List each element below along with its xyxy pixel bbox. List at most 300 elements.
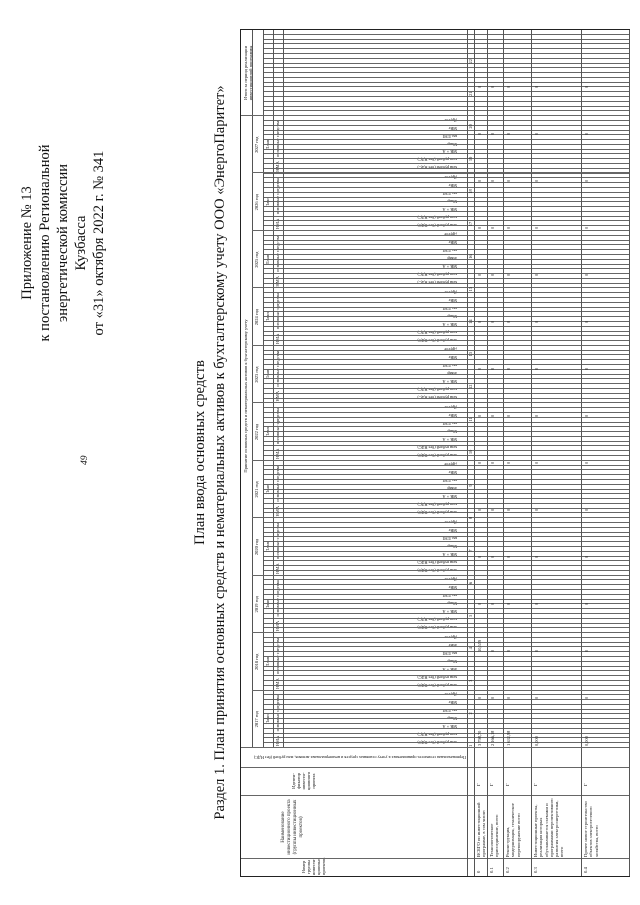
sub-column-header: Мвар [447, 601, 457, 607]
grid-line [263, 149, 629, 150]
grid-line [263, 82, 629, 83]
grid-line [263, 479, 629, 480]
column-number: 22 [468, 59, 473, 64]
table-cell: 0 [584, 602, 589, 605]
os-label: основные средства [275, 407, 280, 445]
table-cell: 0 [584, 461, 589, 464]
grid-line [263, 527, 629, 528]
sub-column-header: МВт [448, 297, 457, 303]
year-label: 2026 год [254, 194, 259, 211]
year-label: 2022 год [254, 423, 259, 441]
grid-line [263, 646, 629, 650]
sub-column-header: МВт [448, 700, 457, 706]
table-cell: 0 [506, 367, 511, 370]
grid-line [263, 670, 629, 671]
sub-column-header: км ЛЭП [442, 363, 457, 369]
grid-line [263, 589, 629, 590]
row-identifier: Г [583, 783, 588, 786]
table-cell: 0 [584, 320, 589, 323]
sub-column-header: млн рублей (без НДС) [417, 567, 457, 573]
year-plan-label: План [265, 369, 270, 380]
sub-column-header: км ЛЭП [442, 478, 457, 484]
col-header-name: Наименование инвестиционного проекта (группы инвестиционных проектов) [281, 799, 304, 855]
os-label: основные средства [275, 350, 280, 387]
grid-line [263, 556, 629, 557]
table-cell: 0 [584, 414, 589, 417]
grid-line [263, 192, 629, 193]
row-number: 0.3 [533, 867, 538, 873]
column-number: 20 [468, 124, 473, 129]
grid-line [263, 278, 629, 279]
table-cell: 0 [506, 273, 511, 276]
year-label: 2020 год [254, 538, 259, 556]
grid-line [263, 355, 629, 356]
grid-line [263, 43, 629, 44]
grid-line [252, 690, 629, 691]
table-cell: 1 632,98 [506, 730, 511, 746]
grid-line [263, 48, 629, 49]
grid-line [263, 388, 629, 389]
row-name: ВСЕГО по инвестиционной программе, в том числе: [476, 802, 487, 857]
grid-line [273, 30, 274, 748]
grid-line [252, 30, 253, 748]
sub-column-header: МВт [448, 125, 457, 131]
os-label: основные средства [275, 522, 280, 560]
grid-line [263, 469, 629, 470]
nma-label: НМА [275, 620, 280, 632]
sub-column-header: МВ×А [442, 206, 457, 212]
grid-line [263, 321, 629, 322]
sub-column-header: Мвар [447, 486, 457, 492]
table-cell: 0 [477, 555, 482, 558]
grid-line [263, 39, 629, 40]
os-label: основные средства [275, 695, 280, 732]
grid-line [263, 508, 629, 509]
grid-line [263, 153, 629, 154]
sub-column-header: млн рублей (без НДС) [417, 444, 457, 450]
header-line: к постановлению Региональной [37, 144, 53, 342]
table-cell: 0 [506, 320, 511, 323]
sub-column-header: млн рублей (без НДС) [417, 732, 457, 738]
grid-line [263, 422, 629, 423]
row-name: Инвестиционные проекты, реализация которых обуславливается схемами и программами перспективного развития электроэнергетики, всего [533, 798, 565, 857]
table-cell: 0 [477, 132, 482, 135]
nma-label: НМА [275, 333, 280, 345]
grid-line [263, 163, 629, 164]
grid-line [263, 139, 629, 140]
sub-column-header: Мвар [447, 141, 457, 147]
grid-line [263, 264, 629, 265]
page-number: 49 [80, 455, 90, 465]
sub-column-header: МВт [448, 355, 457, 361]
table-cell: 0 [534, 555, 539, 558]
table-cell: 0 [490, 555, 495, 558]
grid-line [263, 374, 629, 375]
year-plan-label: План [265, 197, 270, 208]
table-cell: 0 [534, 85, 539, 88]
grid-line [263, 704, 629, 705]
year-plan-label: План [265, 484, 270, 495]
column-number: 9 [468, 484, 473, 487]
table-cell: 0 [477, 414, 482, 417]
table-cell: 0 [477, 508, 482, 511]
col-header-plan-group: Принятие основных средств и нематериальных активов к бухгалтерскому учету [243, 319, 248, 473]
grid-line [263, 714, 629, 715]
sub-column-header: МВ×А [442, 264, 457, 270]
grid-line [263, 728, 629, 729]
header-line: Приложение № 13 [19, 186, 35, 300]
column-number: 17 [468, 221, 473, 227]
grid-line [263, 733, 629, 734]
sub-column-header: Другое [444, 289, 457, 295]
sub-column-header: МВ×А [442, 149, 457, 155]
grid-line [263, 378, 629, 379]
grid-line [263, 613, 629, 614]
nma-label: НМА [275, 161, 280, 172]
grid-line [263, 536, 629, 537]
grid-line [263, 197, 629, 198]
sub-column-header: Другое [444, 232, 457, 238]
grid-line [263, 72, 629, 73]
grid-line [263, 220, 629, 221]
nma-label: НМА [275, 218, 280, 230]
table-cell: 0 [490, 649, 495, 652]
sub-column-header: млн рублей (без НДС) [417, 214, 457, 220]
table-cell: 0 [584, 555, 589, 558]
table-cell: 0 [477, 696, 482, 699]
table-cell: 0 [477, 226, 482, 229]
table-cell: 0 [490, 273, 495, 276]
table-cell: 0 [477, 367, 482, 370]
sub-column-header: Другое [444, 692, 457, 698]
sub-column-header: Мвар [447, 543, 457, 549]
column-number: 4 [468, 647, 473, 650]
column-number: 15 [468, 286, 473, 292]
grid-line [263, 680, 629, 681]
grid-line [263, 608, 629, 609]
grid-line [263, 77, 629, 78]
row-number: 0.2 [505, 867, 510, 873]
table-cell: 0 [584, 649, 589, 652]
sub-column-header: МВт [448, 527, 457, 533]
grid-line [252, 287, 629, 288]
col-header-id: Иденти-фикатор инвести-ционного проекта [291, 771, 316, 791]
header-line: Кузбасса [73, 215, 89, 271]
table-cell: 10,559 [477, 639, 482, 652]
grid-line [263, 268, 629, 269]
table-cell: 0 [584, 85, 589, 88]
os-label: основные средства [275, 293, 280, 330]
grid-line [263, 532, 629, 533]
sub-column-header: Другое [444, 519, 457, 525]
grid-line [263, 584, 629, 585]
grid-line [263, 259, 629, 260]
year-label: 2019 год [254, 596, 259, 613]
sub-column-header: млн рублей (без НДС) [417, 387, 457, 393]
nma-label: НМА [275, 276, 280, 287]
grid-line [263, 254, 629, 255]
table-cell: 0 [534, 461, 539, 464]
table-cell: 0 [490, 461, 495, 464]
table-cell: 0 [506, 226, 511, 229]
table-cell: 0 [490, 85, 495, 88]
table-cell: 0 [477, 602, 482, 605]
grid-line [263, 623, 629, 624]
table-cell: 0 [506, 696, 511, 699]
grid-line [252, 575, 629, 576]
grid-line [263, 179, 629, 183]
grid-line [263, 393, 629, 394]
grid-line [263, 34, 629, 35]
nma-label: НМА [275, 448, 280, 459]
grid-line [263, 398, 629, 399]
grid-line [263, 211, 629, 212]
grid-line [263, 474, 629, 475]
grid-line [263, 302, 629, 303]
section-title: Раздел 1. План принятия основных средств и нематериальных активов к бухгалтерскому учету ООО «ЭнергоПаритет» [212, 85, 228, 820]
grid-line [263, 642, 629, 643]
table-cell: 0 [584, 273, 589, 276]
sub-column-header: млн рублей (без НДС) [417, 682, 457, 688]
table-cell: 0 [477, 273, 482, 276]
col-header-num: Номер группы инвести-ционных проектов [301, 857, 326, 875]
sub-column-header: млн рублей (без НДС) [417, 740, 457, 745]
grid-line [263, 666, 629, 667]
sub-column-header: млн рублей (без НДС) [417, 280, 457, 286]
grid-line [487, 30, 488, 876]
year-plan-label: План [265, 427, 270, 437]
column-number: 13 [468, 352, 473, 357]
table-cell: 0 [584, 508, 589, 511]
table-cell: 3 798,70 [477, 730, 482, 746]
sub-column-header: МВ×А [442, 724, 457, 730]
grid-line [241, 795, 629, 796]
grid-line [263, 297, 629, 298]
grid-line [263, 273, 629, 274]
table-cell: 0 [534, 179, 539, 182]
sub-column-header: млн рублей (без НДС) [417, 157, 457, 163]
row-identifier: Г [533, 783, 538, 786]
grid-line [263, 723, 629, 724]
sub-column-header: Мвар [447, 371, 457, 377]
year-label: 2024 год [254, 308, 259, 326]
column-number: 12 [468, 384, 473, 389]
grid-line [263, 503, 629, 504]
sub-column-header: МВт [448, 642, 457, 648]
investment-table [240, 29, 630, 877]
sub-column-header: МВ×А [442, 609, 457, 615]
table-cell: 0 [490, 367, 495, 370]
grid-line [252, 172, 629, 173]
table-cell: 0 [534, 414, 539, 417]
year-plan-label: План [265, 139, 270, 150]
grid-line [263, 426, 629, 427]
sub-column-header: млн рублей (без НДС) [417, 617, 457, 623]
sub-column-header: МВт [448, 470, 457, 476]
grid-line [252, 345, 629, 346]
grid-line [252, 460, 629, 461]
table-cell: 0 [584, 367, 589, 370]
table-cell: 0 [534, 226, 539, 229]
grid-line [263, 249, 629, 250]
sub-column-header: км ЛЭП [442, 305, 457, 311]
sub-column-header: МВ×А [442, 379, 457, 385]
sub-column-header: МВт [448, 585, 457, 591]
sub-column-header: МВ×А [442, 666, 457, 672]
sub-column-header: млн рублей (без НДС) [417, 337, 457, 343]
grid-line [263, 565, 629, 566]
grid-line [252, 517, 629, 518]
column-number: 21 [468, 91, 473, 97]
row-name: Технологическое присоединение, всего [489, 814, 500, 857]
column-number: 11 [468, 417, 473, 422]
grid-line [263, 63, 629, 64]
column-number: 2 [468, 712, 473, 715]
table-cell: 0,000 [584, 736, 589, 746]
row-name: Реконструкция, модернизация, техническое перевооружение всего [505, 803, 521, 857]
sub-column-header: МВ×А [442, 494, 457, 500]
col-header-total: Итого за период реализации инвестиционной программы [243, 45, 253, 101]
table-cell: 0 [490, 508, 495, 511]
column-number: 7 [468, 549, 473, 552]
grid-line [252, 632, 629, 633]
grid-line [263, 599, 629, 600]
grid-line [263, 110, 629, 111]
sub-column-header: Другое [444, 175, 457, 181]
sub-column-header: км ЛЭП [442, 420, 457, 426]
sub-column-header: Другое [444, 404, 457, 410]
table-cell: 0 [490, 179, 495, 182]
grid-line [263, 106, 629, 107]
grid-line [263, 283, 629, 284]
grid-line [263, 441, 629, 442]
grid-line [263, 436, 629, 437]
sub-column-header: Мвар [447, 658, 457, 664]
grid-line [263, 465, 629, 466]
column-number: 16 [468, 254, 473, 259]
grid-line [263, 168, 629, 169]
sub-column-header: Другое [444, 347, 457, 353]
grid-line [263, 450, 629, 451]
table-cell: 0 [506, 461, 511, 464]
grid-line [263, 86, 629, 87]
sub-column-header: млн рублей (без НДС) [417, 452, 457, 458]
year-plan-label: План [265, 656, 270, 667]
table-cell: 0 [490, 602, 495, 605]
grid-line [263, 244, 629, 245]
column-number: 14 [468, 319, 473, 324]
os-label: основные средства [275, 580, 280, 617]
sub-column-header: Мвар [447, 256, 457, 262]
table-cell: 0 [490, 414, 495, 417]
grid-line [263, 493, 629, 494]
header-line: энергетической комиссии [55, 163, 71, 323]
appendix-header [18, 128, 108, 358]
row-identifier: Г [489, 783, 494, 786]
grid-line [263, 489, 629, 490]
table-cell: 0 [534, 696, 539, 699]
sub-column-header: км ЛЭП [442, 708, 457, 714]
sub-column-header: млн рублей (без НДС) [417, 502, 457, 508]
row-number: 0 [476, 870, 481, 873]
grid-line [531, 30, 532, 876]
table-cell: 0 [584, 696, 589, 699]
grid-line [503, 30, 504, 876]
table-cell: 0 [477, 461, 482, 464]
grid-line [263, 359, 629, 360]
sub-column-header: МВт [448, 183, 457, 189]
table-cell: 0 [477, 85, 482, 88]
grid-line [263, 364, 629, 365]
grid-line [263, 709, 629, 710]
main-title: План ввода основных средств [192, 360, 208, 545]
column-number: 6 [468, 582, 473, 585]
sub-column-header: МВт [448, 240, 457, 246]
grid-line [474, 30, 475, 876]
grid-line [263, 618, 629, 619]
year-label: 2027 год [254, 136, 259, 153]
sub-column-header: Мвар [447, 716, 457, 722]
sub-column-header: млн рублей (без НДС) [417, 329, 457, 335]
table-cell: 0 [506, 132, 511, 135]
table-cell: 0 [490, 132, 495, 135]
grid-line [263, 651, 629, 652]
grid-line [263, 383, 629, 384]
table-cell: 0 [506, 85, 511, 88]
sub-column-header: км ЛЭП [442, 593, 457, 599]
grid-line [263, 742, 629, 743]
year-plan-label: План [265, 599, 270, 610]
nma-label: НМА [275, 678, 280, 689]
grid-line [263, 240, 629, 241]
sub-column-header: Другое [444, 462, 457, 468]
sub-column-header: км ЛЭП [442, 535, 457, 541]
grid-line [263, 737, 629, 738]
table-cell: 0 [506, 508, 511, 511]
header-line: от «31» октября 2022 г. № 341 [91, 150, 107, 336]
nma-label: НМА [275, 391, 280, 402]
grid-line [263, 206, 629, 207]
grid-line [263, 331, 629, 332]
table-cell: 0 [506, 555, 511, 558]
sub-column-header: млн рублей (без НДС) [417, 395, 457, 401]
sub-column-header: МВ×А [442, 436, 457, 442]
grid-line [263, 350, 629, 351]
table-cell: 0 [584, 226, 589, 229]
sub-column-header: млн рублей (без НДС) [417, 165, 457, 171]
grid-line [263, 696, 629, 700]
sub-column-header: млн рублей (без НДС) [417, 559, 457, 565]
table-cell: 0 [490, 226, 495, 229]
grid-line [263, 67, 629, 68]
year-plan-label: План [265, 312, 270, 323]
grid-line [263, 134, 629, 135]
year-label: 2023 год [254, 366, 259, 383]
sub-column-header: км ЛЭП [442, 650, 457, 656]
column-number: 5 [468, 614, 473, 617]
sub-column-header: Мвар [447, 313, 457, 319]
column-number: 8 [468, 516, 473, 520]
os-label: основные средства [275, 178, 280, 215]
sub-column-header: км ЛЭП [442, 191, 457, 196]
row-identifier: Г [505, 783, 510, 786]
grid-line [263, 445, 629, 446]
table-cell: 0 [506, 649, 511, 652]
nma-label: НМА [275, 735, 280, 747]
sub-column-header: Мвар [447, 428, 457, 434]
nma-label: НМА [275, 505, 280, 517]
os-label: основные средства [275, 637, 280, 674]
